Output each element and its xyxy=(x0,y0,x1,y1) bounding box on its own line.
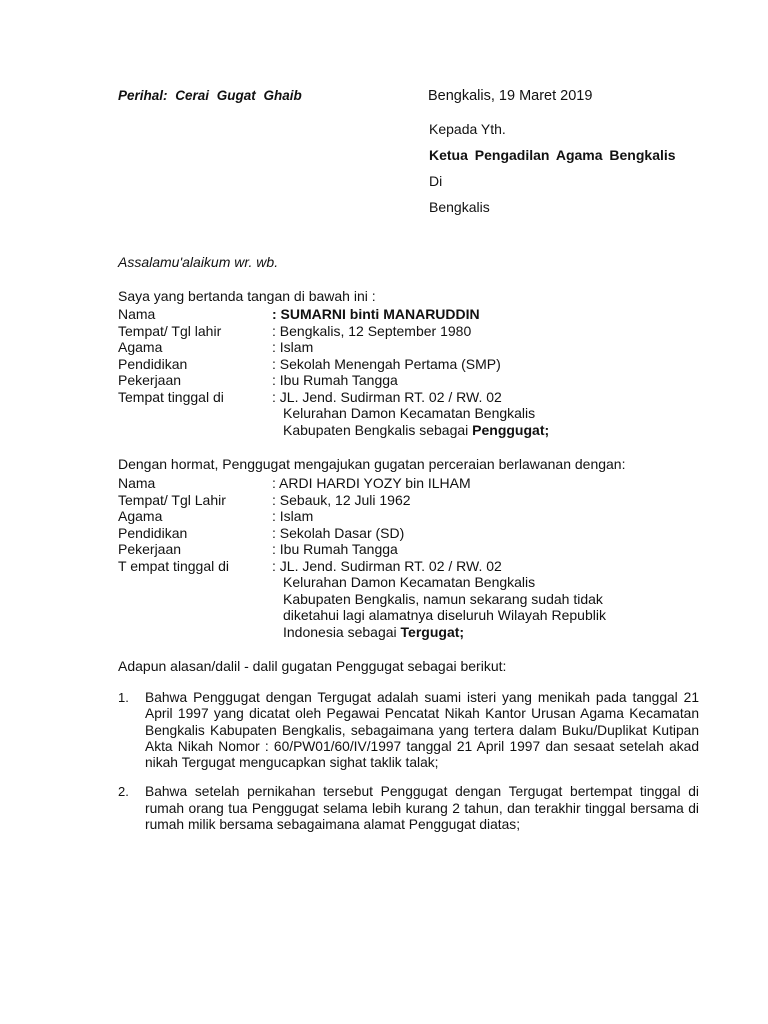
defendant-role: Tergugat; xyxy=(400,623,465,640)
list-item-text: Bahwa Penggugat dengan Tergugat adalah suami isteri yang menikah pada tanggal 21 April 1997 yang dicatat oleh Pegawai Pencatat Nikah Kantor Urusan Agama Kecamatan Bengkalis Kabupaten Bengkalis, sebagaimana yang tertera dalam Buku/Duplikat Kutipan Akta Nikah Nomor : 60/PW01/60/IV/1997 tanggal 21 April 1997 dan sesaat setelah akad nikah Tergugat mengucapkan sighat taklik talak; xyxy=(145,690,699,771)
letter-date: Bengkalis, 19 Maret 2019 xyxy=(428,88,593,104)
defendant-identity xyxy=(118,475,606,640)
recipient-name: Ketua Pengadilan Agama Bengkalis xyxy=(429,147,676,163)
recipient-city: Bengkalis xyxy=(429,199,490,215)
defendant-occupation-value: : Ibu Rumah Tangga xyxy=(272,541,398,557)
recipient-salutation: Kepada Yth. xyxy=(429,121,506,137)
plaintiff-address-label: Tempat tinggal di xyxy=(118,388,224,405)
plaintiff-address-value: : JL. Jend. Sudirman RT. 02 / RW. 02 xyxy=(272,388,502,405)
list-item-number: 1. xyxy=(118,690,129,705)
list-item-number: 2. xyxy=(118,784,129,800)
defendant-address-line5 xyxy=(118,624,606,641)
defendant-address-line2: Kelurahan Damon Kecamatan Bengkalis xyxy=(283,574,536,590)
defendant-birth-label: Tempat/ Tgl Lahir xyxy=(118,491,226,508)
defendant-religion-value: : Islam xyxy=(272,508,314,524)
recipient-di: Di xyxy=(429,173,443,189)
plaintiff-education-label: Pendidikan xyxy=(118,355,188,372)
plaintiff-religion-label: Agama xyxy=(118,339,163,355)
list-item-text: Bahwa setelah pernikahan tersebut Penggugat dengan Tergugat bertempat tinggal di rumah orang tua Penggugat selama lebih kurang 2 tahun, dan terakhir tinggal bersama di rumah milik bersama sebagaimana alamat Penggugat diatas; xyxy=(145,784,699,833)
plaintiff-address-line2: Kelurahan Damon Kecamatan Bengkalis xyxy=(283,405,536,421)
defendant-name-label: Nama xyxy=(118,475,156,491)
defendant-occupation-label: Pekerjaan xyxy=(118,541,182,557)
intro-text: Saya yang bertanda tangan di bawah ini : xyxy=(118,288,376,304)
greeting: Assalamu'alaikum wr. wb. xyxy=(118,254,279,270)
subject-line: Perihal: Cerai Gugat Ghaib xyxy=(118,88,302,103)
defendant-address-label: T empat tinggal di xyxy=(118,557,230,574)
plaintiff-education-value: : Sekolah Menengah Pertama (SMP) xyxy=(272,355,501,372)
list-item xyxy=(118,784,699,833)
plaintiff-identity xyxy=(118,306,549,438)
defendant-religion-label: Agama xyxy=(118,508,163,524)
plaintiff-name-value: : SUMARNI binti MANARUDDIN xyxy=(272,306,480,322)
grounds-intro: Adapun alasan/dalil - dalil gugatan Penggugat sebagai berikut: xyxy=(118,658,507,674)
defendant-address-line4: diketahui lagi alamatnya diseluruh Wilayah Republik xyxy=(283,607,606,623)
plaintiff-address-line3-text: Kabupaten Bengkalis sebagai xyxy=(283,421,473,438)
defendant-address-line5-text: Indonesia sebagai xyxy=(283,623,401,640)
defendant-birth-value: : Sebauk, 12 Juli 1962 xyxy=(272,491,411,508)
plaintiff-address-line3 xyxy=(118,422,549,439)
recipient-block xyxy=(429,121,676,225)
plaintiff-name-label: Nama xyxy=(118,306,156,322)
plaintiff-birth-value: : Bengkalis, 12 September 1980 xyxy=(272,322,472,339)
grounds-list xyxy=(118,690,699,846)
defendant-address-value: : JL. Jend. Sudirman RT. 02 / RW. 02 xyxy=(272,557,502,574)
opening-statement: Dengan hormat, Penggugat mengajukan gugatan perceraian berlawanan dengan: xyxy=(118,456,626,472)
plaintiff-religion-value: : Islam xyxy=(272,339,314,355)
list-item xyxy=(118,690,699,771)
plaintiff-birth-label: Tempat/ Tgl lahir xyxy=(118,322,222,339)
defendant-address-line3: Kabupaten Bengkalis, namun sekarang sudah tidak xyxy=(283,590,603,607)
defendant-education-label: Pendidikan xyxy=(118,524,188,541)
defendant-education-value: : Sekolah Dasar (SD) xyxy=(272,524,405,541)
defendant-name-value: : ARDI HARDI YOZY bin ILHAM xyxy=(272,475,471,491)
plaintiff-occupation-label: Pekerjaan xyxy=(118,372,182,388)
plaintiff-role: Penggugat; xyxy=(472,421,550,438)
plaintiff-occupation-value: : Ibu Rumah Tangga xyxy=(272,372,398,388)
